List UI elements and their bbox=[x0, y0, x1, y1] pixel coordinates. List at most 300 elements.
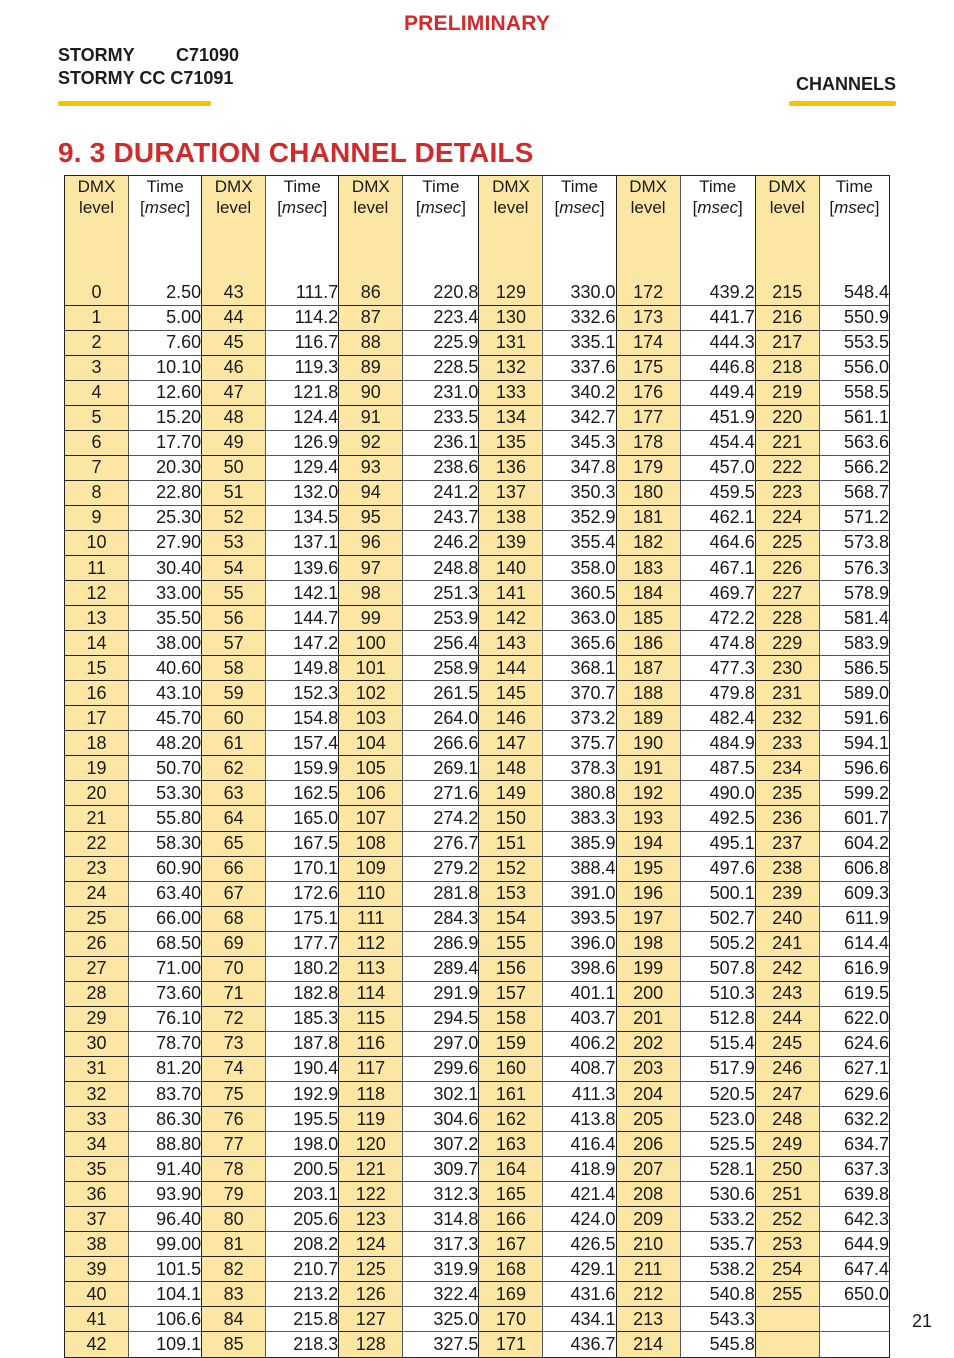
dmx-level-cell: 117 bbox=[339, 1056, 403, 1081]
time-cell: 545.8 bbox=[680, 1332, 755, 1357]
dmx-level-cell: 130 bbox=[479, 305, 543, 330]
time-cell: 48.20 bbox=[129, 731, 202, 756]
time-cell: 91.40 bbox=[129, 1157, 202, 1182]
time-cell: 167.5 bbox=[266, 831, 339, 856]
section-label: CHANNELS bbox=[795, 74, 896, 94]
unit-text: msec bbox=[697, 198, 738, 217]
unit-text: msec bbox=[559, 198, 600, 217]
dmx-level-cell: 145 bbox=[479, 681, 543, 706]
dmx-level-cell: 154 bbox=[479, 906, 543, 931]
dmx-level-cell: 4 bbox=[65, 380, 129, 405]
page-number: 21 bbox=[911, 1311, 932, 1331]
dmx-level-cell: 137 bbox=[479, 480, 543, 505]
table-row bbox=[65, 330, 890, 355]
dmx-level-cell: 163 bbox=[479, 1132, 543, 1157]
dmx-level-cell: 184 bbox=[616, 581, 680, 606]
dmx-level-cell: 2 bbox=[65, 330, 129, 355]
time-cell: 246.2 bbox=[403, 530, 479, 555]
time-cell: 208.2 bbox=[266, 1232, 339, 1257]
dmx-level-cell: 210 bbox=[616, 1232, 680, 1257]
dmx-level-cell: 63 bbox=[202, 781, 266, 806]
time-cell: 7.60 bbox=[129, 330, 202, 355]
time-cell: 444.3 bbox=[680, 330, 755, 355]
dmx-level-cell: 38 bbox=[65, 1232, 129, 1257]
dmx-level-cell: 178 bbox=[616, 430, 680, 455]
time-cell: 576.3 bbox=[819, 556, 889, 581]
dmx-level-cell: 11 bbox=[65, 556, 129, 581]
time-cell: 147.2 bbox=[266, 631, 339, 656]
unit-text: msec bbox=[834, 198, 875, 217]
dmx-level-cell: 30 bbox=[65, 1031, 129, 1056]
time-cell: 599.2 bbox=[819, 781, 889, 806]
dmx-level-cell: 160 bbox=[479, 1056, 543, 1081]
dmx-level-cell: 221 bbox=[755, 430, 819, 455]
header-text: Time bbox=[699, 177, 737, 196]
table-row bbox=[65, 681, 890, 706]
time-cell: 63.40 bbox=[129, 881, 202, 906]
dmx-level-cell: 143 bbox=[479, 631, 543, 656]
time-cell: 322.4 bbox=[403, 1282, 479, 1307]
time-cell: 225.9 bbox=[403, 330, 479, 355]
dmx-level-cell: 10 bbox=[65, 530, 129, 555]
time-cell: 624.6 bbox=[819, 1031, 889, 1056]
dmx-level-cell: 216 bbox=[755, 305, 819, 330]
time-cell: 373.2 bbox=[543, 706, 616, 731]
time-cell: 335.1 bbox=[543, 330, 616, 355]
dmx-level-cell: 155 bbox=[479, 931, 543, 956]
dmx-level-cell: 59 bbox=[202, 681, 266, 706]
time-cell: 601.7 bbox=[819, 806, 889, 831]
dmx-level-cell: 44 bbox=[202, 305, 266, 330]
spacer-cell bbox=[680, 264, 755, 281]
header-text: DMX bbox=[214, 177, 253, 196]
time-cell: 205.6 bbox=[266, 1207, 339, 1232]
dmx-level-cell: 94 bbox=[339, 480, 403, 505]
bracket: [ bbox=[277, 198, 282, 217]
dmx-level-cell: 22 bbox=[65, 831, 129, 856]
table-row bbox=[65, 1307, 890, 1332]
dmx-level-cell: 213 bbox=[616, 1307, 680, 1332]
bracket: ] bbox=[599, 198, 605, 217]
time-cell: 385.9 bbox=[543, 831, 616, 856]
time-cell: 622.0 bbox=[819, 1006, 889, 1031]
dmx-level-cell: 182 bbox=[616, 530, 680, 555]
time-cell: 578.9 bbox=[819, 581, 889, 606]
time-cell bbox=[819, 1307, 889, 1332]
time-cell: 53.30 bbox=[129, 781, 202, 806]
dmx-level-cell: 244 bbox=[755, 1006, 819, 1031]
header-text: level bbox=[216, 198, 252, 217]
dmx-level-cell: 18 bbox=[65, 731, 129, 756]
dmx-level-cell: 188 bbox=[616, 681, 680, 706]
dmx-level-cell: 208 bbox=[616, 1182, 680, 1207]
time-cell: 279.2 bbox=[403, 856, 479, 881]
dmx-level-cell: 186 bbox=[616, 631, 680, 656]
time-cell: 413.8 bbox=[543, 1107, 616, 1132]
time-header bbox=[543, 176, 616, 264]
dmx-level-cell: 85 bbox=[202, 1332, 266, 1357]
dmx-level-cell: 64 bbox=[202, 806, 266, 831]
dmx-level-cell bbox=[755, 1332, 819, 1357]
dmx-level-cell: 5 bbox=[65, 405, 129, 430]
time-cell: 535.7 bbox=[680, 1232, 755, 1257]
time-cell: 550.9 bbox=[819, 305, 889, 330]
dmx-level-cell: 181 bbox=[616, 505, 680, 530]
time-cell: 218.3 bbox=[266, 1332, 339, 1357]
table-row bbox=[65, 1257, 890, 1282]
time-cell: 614.4 bbox=[819, 931, 889, 956]
table-row bbox=[65, 706, 890, 731]
dmx-level-cell: 109 bbox=[339, 856, 403, 881]
time-header bbox=[266, 176, 339, 264]
time-cell: 2.50 bbox=[129, 281, 202, 306]
dmx-level-cell: 99 bbox=[339, 606, 403, 631]
time-cell: 632.2 bbox=[819, 1107, 889, 1132]
time-cell: 317.3 bbox=[403, 1232, 479, 1257]
dmx-level-cell: 202 bbox=[616, 1031, 680, 1056]
spacer-cell bbox=[403, 264, 479, 281]
dmx-level-cell: 255 bbox=[755, 1282, 819, 1307]
dmx-level-cell: 151 bbox=[479, 831, 543, 856]
header-text: DMX bbox=[629, 177, 667, 196]
time-cell: 30.40 bbox=[129, 556, 202, 581]
time-cell: 421.4 bbox=[543, 1182, 616, 1207]
time-cell: 403.7 bbox=[543, 1006, 616, 1031]
time-cell: 99.00 bbox=[129, 1232, 202, 1257]
time-cell: 352.9 bbox=[543, 505, 616, 530]
table-row bbox=[65, 756, 890, 781]
time-cell: 368.1 bbox=[543, 656, 616, 681]
product-code: C71091 bbox=[170, 68, 234, 88]
dmx-level-cell: 32 bbox=[65, 1082, 129, 1107]
dmx-level-cell: 70 bbox=[202, 956, 266, 981]
dmx-level-cell: 138 bbox=[479, 505, 543, 530]
dmx-level-cell: 144 bbox=[479, 656, 543, 681]
dmx-level-cell: 152 bbox=[479, 856, 543, 881]
time-cell: 180.2 bbox=[266, 956, 339, 981]
time-cell: 342.7 bbox=[543, 405, 616, 430]
table-row bbox=[65, 731, 890, 756]
time-cell: 50.70 bbox=[129, 756, 202, 781]
time-cell: 391.0 bbox=[543, 881, 616, 906]
dmx-level-cell: 113 bbox=[339, 956, 403, 981]
time-cell: 454.4 bbox=[680, 430, 755, 455]
time-cell: 358.0 bbox=[543, 556, 616, 581]
time-cell: 101.5 bbox=[129, 1257, 202, 1282]
time-cell: 192.9 bbox=[266, 1082, 339, 1107]
dmx-level-cell: 206 bbox=[616, 1132, 680, 1157]
time-cell: 606.8 bbox=[819, 856, 889, 881]
dmx-level-cell: 106 bbox=[339, 781, 403, 806]
dmx-level-cell: 7 bbox=[65, 455, 129, 480]
dmx-level-cell: 251 bbox=[755, 1182, 819, 1207]
time-cell: 517.9 bbox=[680, 1056, 755, 1081]
bracket: ] bbox=[185, 198, 191, 217]
dmx-level-cell: 228 bbox=[755, 606, 819, 631]
dmx-level-cell: 239 bbox=[755, 881, 819, 906]
table-row bbox=[65, 556, 890, 581]
time-cell: 611.9 bbox=[819, 906, 889, 931]
time-cell: 142.1 bbox=[266, 581, 339, 606]
time-cell: 256.4 bbox=[403, 631, 479, 656]
dmx-level-cell: 232 bbox=[755, 706, 819, 731]
dmx-level-cell: 230 bbox=[755, 656, 819, 681]
dmx-level-cell: 148 bbox=[479, 756, 543, 781]
dmx-level-cell: 245 bbox=[755, 1031, 819, 1056]
time-cell: 634.7 bbox=[819, 1132, 889, 1157]
table-row bbox=[65, 405, 890, 430]
time-cell: 492.5 bbox=[680, 806, 755, 831]
dmx-level-cell: 53 bbox=[202, 530, 266, 555]
dmx-level-cell: 74 bbox=[202, 1056, 266, 1081]
dmx-level-cell: 128 bbox=[339, 1332, 403, 1357]
time-cell: 589.0 bbox=[819, 681, 889, 706]
dmx-level-cell: 29 bbox=[65, 1006, 129, 1031]
time-cell: 408.7 bbox=[543, 1056, 616, 1081]
dmx-level-cell: 19 bbox=[65, 756, 129, 781]
dmx-level-cell: 231 bbox=[755, 681, 819, 706]
time-cell: 426.5 bbox=[543, 1232, 616, 1257]
time-cell: 76.10 bbox=[129, 1006, 202, 1031]
product-name: STORMY bbox=[58, 45, 135, 65]
dmx-level-cell: 207 bbox=[616, 1157, 680, 1182]
dmx-level-cell: 233 bbox=[755, 731, 819, 756]
time-cell: 309.7 bbox=[403, 1157, 479, 1182]
dmx-level-cell: 214 bbox=[616, 1332, 680, 1357]
time-cell: 223.4 bbox=[403, 305, 479, 330]
time-cell: 528.1 bbox=[680, 1157, 755, 1182]
time-cell: 281.8 bbox=[403, 881, 479, 906]
dmx-level-cell: 16 bbox=[65, 681, 129, 706]
time-cell: 86.30 bbox=[129, 1107, 202, 1132]
dmx-level-cell: 131 bbox=[479, 330, 543, 355]
time-cell: 43.10 bbox=[129, 681, 202, 706]
time-cell: 363.0 bbox=[543, 606, 616, 631]
bracket: ] bbox=[461, 198, 466, 217]
time-cell: 25.30 bbox=[129, 505, 202, 530]
time-cell: 251.3 bbox=[403, 581, 479, 606]
time-cell: 157.4 bbox=[266, 731, 339, 756]
time-cell: 106.6 bbox=[129, 1307, 202, 1332]
dmx-level-cell: 127 bbox=[339, 1307, 403, 1332]
header-text: DMX bbox=[77, 177, 116, 196]
time-cell: 126.9 bbox=[266, 430, 339, 455]
time-cell: 104.1 bbox=[129, 1282, 202, 1307]
dmx-level-cell: 132 bbox=[479, 355, 543, 380]
time-cell: 286.9 bbox=[403, 931, 479, 956]
dmx-level-cell: 129 bbox=[479, 281, 543, 306]
dmx-level-cell: 82 bbox=[202, 1257, 266, 1282]
dmx-level-cell: 116 bbox=[339, 1031, 403, 1056]
time-cell: 78.70 bbox=[129, 1031, 202, 1056]
time-cell: 484.9 bbox=[680, 731, 755, 756]
table-row bbox=[65, 1031, 890, 1056]
dmx-level-cell: 253 bbox=[755, 1232, 819, 1257]
time-cell: 396.0 bbox=[543, 931, 616, 956]
dmx-level-cell: 56 bbox=[202, 606, 266, 631]
time-cell: 502.7 bbox=[680, 906, 755, 931]
time-cell: 642.3 bbox=[819, 1207, 889, 1232]
time-cell: 55.80 bbox=[129, 806, 202, 831]
dmx-level-cell: 78 bbox=[202, 1157, 266, 1182]
bracket: [ bbox=[829, 198, 835, 217]
dmx-level-cell: 237 bbox=[755, 831, 819, 856]
time-cell: 68.50 bbox=[129, 931, 202, 956]
time-cell: 416.4 bbox=[543, 1132, 616, 1157]
time-cell: 35.50 bbox=[129, 606, 202, 631]
time-cell: 149.8 bbox=[266, 656, 339, 681]
dmx-level-cell: 185 bbox=[616, 606, 680, 631]
dmx-level-cell: 93 bbox=[339, 455, 403, 480]
time-cell: 505.2 bbox=[680, 931, 755, 956]
time-cell: 479.8 bbox=[680, 681, 755, 706]
product-code: C71090 bbox=[176, 45, 240, 65]
accent-bar-left bbox=[58, 101, 211, 106]
dmx-level-cell: 31 bbox=[65, 1056, 129, 1081]
dmx-level-cell: 170 bbox=[479, 1307, 543, 1332]
dmx-level-cell: 180 bbox=[616, 480, 680, 505]
dmx-level-cell: 46 bbox=[202, 355, 266, 380]
dmx-level-cell: 101 bbox=[339, 656, 403, 681]
bracket: [ bbox=[692, 198, 698, 217]
spacer-cell bbox=[129, 264, 202, 281]
table-row bbox=[65, 1006, 890, 1031]
table-row bbox=[65, 806, 890, 831]
table-row bbox=[65, 430, 890, 455]
dmx-level-cell: 120 bbox=[339, 1132, 403, 1157]
dmx-level-cell: 169 bbox=[479, 1282, 543, 1307]
dmx-level-cell: 58 bbox=[202, 656, 266, 681]
dmx-level-header bbox=[339, 176, 403, 264]
time-cell: 165.0 bbox=[266, 806, 339, 831]
table-row bbox=[65, 631, 890, 656]
time-cell: 228.5 bbox=[403, 355, 479, 380]
time-cell: 439.2 bbox=[680, 281, 755, 306]
time-cell: 159.9 bbox=[266, 756, 339, 781]
table-row bbox=[65, 606, 890, 631]
dmx-level-cell: 119 bbox=[339, 1107, 403, 1132]
time-cell: 203.1 bbox=[266, 1182, 339, 1207]
spacer-cell bbox=[202, 264, 266, 281]
table-row bbox=[65, 305, 890, 330]
dmx-level-cell: 50 bbox=[202, 455, 266, 480]
dmx-level-cell: 219 bbox=[755, 380, 819, 405]
time-cell: 33.00 bbox=[129, 581, 202, 606]
product-item bbox=[58, 67, 239, 90]
dmx-level-cell: 115 bbox=[339, 1006, 403, 1031]
table-row bbox=[65, 831, 890, 856]
dmx-level-cell: 91 bbox=[339, 405, 403, 430]
dmx-level-cell: 48 bbox=[202, 405, 266, 430]
time-cell: 109.1 bbox=[129, 1332, 202, 1357]
time-cell: 119.3 bbox=[266, 355, 339, 380]
time-cell: 380.8 bbox=[543, 781, 616, 806]
time-cell: 639.8 bbox=[819, 1182, 889, 1207]
dmx-level-cell: 240 bbox=[755, 906, 819, 931]
table-row bbox=[65, 1332, 890, 1357]
dmx-level-cell: 52 bbox=[202, 505, 266, 530]
dmx-level-cell: 248 bbox=[755, 1107, 819, 1132]
time-cell: 573.8 bbox=[819, 530, 889, 555]
dmx-level-cell: 172 bbox=[616, 281, 680, 306]
time-cell: 271.6 bbox=[403, 781, 479, 806]
dmx-level-cell: 229 bbox=[755, 631, 819, 656]
time-cell: 594.1 bbox=[819, 731, 889, 756]
time-cell: 345.3 bbox=[543, 430, 616, 455]
time-cell: 182.8 bbox=[266, 981, 339, 1006]
dmx-level-cell: 26 bbox=[65, 931, 129, 956]
time-cell: 111.7 bbox=[266, 281, 339, 306]
dmx-level-cell: 76 bbox=[202, 1107, 266, 1132]
time-cell: 58.30 bbox=[129, 831, 202, 856]
time-cell: 233.5 bbox=[403, 405, 479, 430]
dmx-level-cell: 167 bbox=[479, 1232, 543, 1257]
dmx-level-cell: 243 bbox=[755, 981, 819, 1006]
time-cell: 495.1 bbox=[680, 831, 755, 856]
time-cell: 474.8 bbox=[680, 631, 755, 656]
dmx-level-cell: 164 bbox=[479, 1157, 543, 1182]
time-cell: 185.3 bbox=[266, 1006, 339, 1031]
spacer-cell bbox=[755, 264, 819, 281]
bracket: ] bbox=[322, 198, 328, 217]
header-unit bbox=[266, 197, 338, 218]
header-text: level bbox=[79, 198, 115, 217]
header-unit bbox=[820, 197, 889, 218]
dmx-level-cell: 209 bbox=[616, 1207, 680, 1232]
time-cell: 190.4 bbox=[266, 1056, 339, 1081]
dmx-level-cell: 83 bbox=[202, 1282, 266, 1307]
time-cell: 241.2 bbox=[403, 480, 479, 505]
dmx-level-cell: 45 bbox=[202, 330, 266, 355]
time-cell: 121.8 bbox=[266, 380, 339, 405]
dmx-level-cell: 161 bbox=[479, 1082, 543, 1107]
time-cell: 73.60 bbox=[129, 981, 202, 1006]
table-row bbox=[65, 1282, 890, 1307]
preliminary-label: PRELIMINARY bbox=[403, 12, 551, 35]
dmx-level-cell: 146 bbox=[479, 706, 543, 731]
table-row bbox=[65, 1107, 890, 1132]
dmx-level-cell: 90 bbox=[339, 380, 403, 405]
table-row bbox=[65, 981, 890, 1006]
header-text: Time bbox=[283, 177, 321, 196]
time-cell: 71.00 bbox=[129, 956, 202, 981]
time-cell: 238.6 bbox=[403, 455, 479, 480]
time-cell: 175.1 bbox=[266, 906, 339, 931]
time-cell: 347.8 bbox=[543, 455, 616, 480]
dmx-level-cell: 36 bbox=[65, 1182, 129, 1207]
time-cell: 289.4 bbox=[403, 956, 479, 981]
dmx-level-cell: 201 bbox=[616, 1006, 680, 1031]
dmx-level-cell: 197 bbox=[616, 906, 680, 931]
time-cell: 596.6 bbox=[819, 756, 889, 781]
dmx-level-cell: 192 bbox=[616, 781, 680, 806]
time-cell: 548.4 bbox=[819, 281, 889, 306]
dmx-level-cell: 98 bbox=[339, 581, 403, 606]
dmx-level-cell: 92 bbox=[339, 430, 403, 455]
time-cell: 340.2 bbox=[543, 380, 616, 405]
dmx-level-cell: 79 bbox=[202, 1182, 266, 1207]
time-cell: 330.0 bbox=[543, 281, 616, 306]
time-cell: 319.9 bbox=[403, 1257, 479, 1282]
time-cell: 200.5 bbox=[266, 1157, 339, 1182]
dmx-level-cell: 40 bbox=[65, 1282, 129, 1307]
time-cell: 134.5 bbox=[266, 505, 339, 530]
dmx-level-cell: 247 bbox=[755, 1082, 819, 1107]
time-cell: 116.7 bbox=[266, 330, 339, 355]
time-cell: 431.6 bbox=[543, 1282, 616, 1307]
dmx-level-cell: 171 bbox=[479, 1332, 543, 1357]
dmx-level-cell: 156 bbox=[479, 956, 543, 981]
